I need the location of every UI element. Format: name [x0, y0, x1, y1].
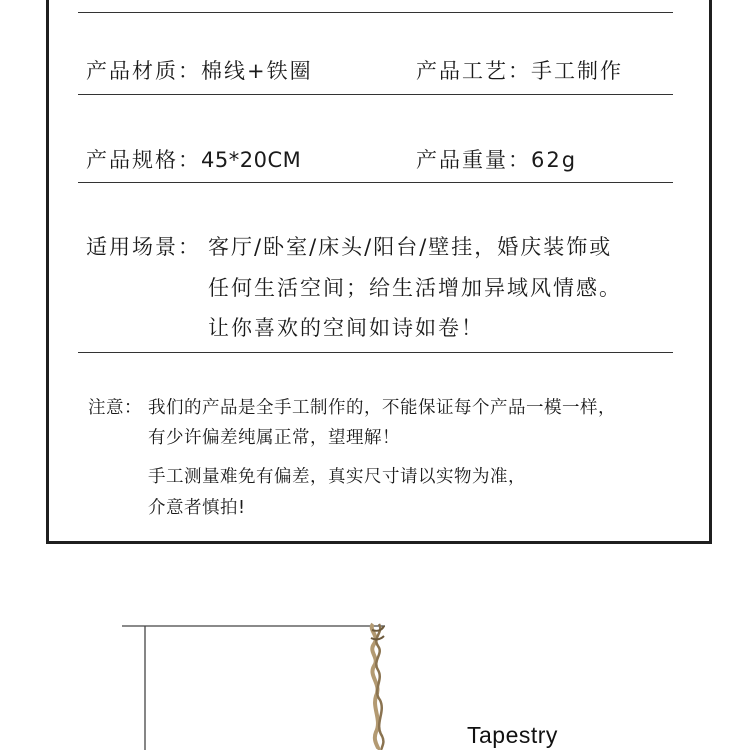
spec-value: 62g: [531, 148, 578, 172]
spec-weight: [416, 144, 577, 174]
notice-line: 我们的产品是全手工制作的，不能保证每个产品一模一样，: [148, 398, 616, 418]
notice-label: 注意：: [88, 398, 142, 418]
divider: [78, 352, 673, 353]
spec-label: 产品重量：: [416, 148, 531, 172]
rope-icon: [371, 624, 384, 750]
spec-material: [86, 55, 313, 85]
scene-line: 让你喜欢的空间如诗如卷！: [208, 316, 484, 340]
spec-label: 产品材质：: [86, 59, 201, 83]
spec-label: 产品规格：: [86, 148, 201, 172]
scene-label: 适用场景：: [86, 235, 201, 259]
spec-label: 产品工艺：: [416, 59, 531, 83]
spec-value: 45*20CM: [201, 148, 302, 172]
divider: [78, 12, 673, 13]
scene-line: 客厅/卧室/床头/阳台/壁挂，婚庆装饰或: [208, 235, 613, 259]
notice-line: 有少许偏差纯属正常，望理解！: [148, 428, 400, 448]
scene-line: 任何生活空间；给生活增加异域风情感。: [208, 276, 622, 300]
notice-line: 介意者慎拍!: [148, 498, 246, 518]
spec-value: 手工制作: [531, 59, 623, 83]
notice-line: 手工测量难免有偏差，真实尺寸请以实物为准，: [148, 467, 526, 487]
spec-craft: [416, 55, 623, 85]
spec-size: [86, 144, 301, 174]
divider: [78, 182, 673, 183]
tapestry-illustration: [0, 580, 750, 750]
tapestry-label: Tapestry: [467, 722, 558, 748]
divider: [78, 94, 673, 95]
spec-value: 棉线+铁圈: [201, 59, 313, 83]
